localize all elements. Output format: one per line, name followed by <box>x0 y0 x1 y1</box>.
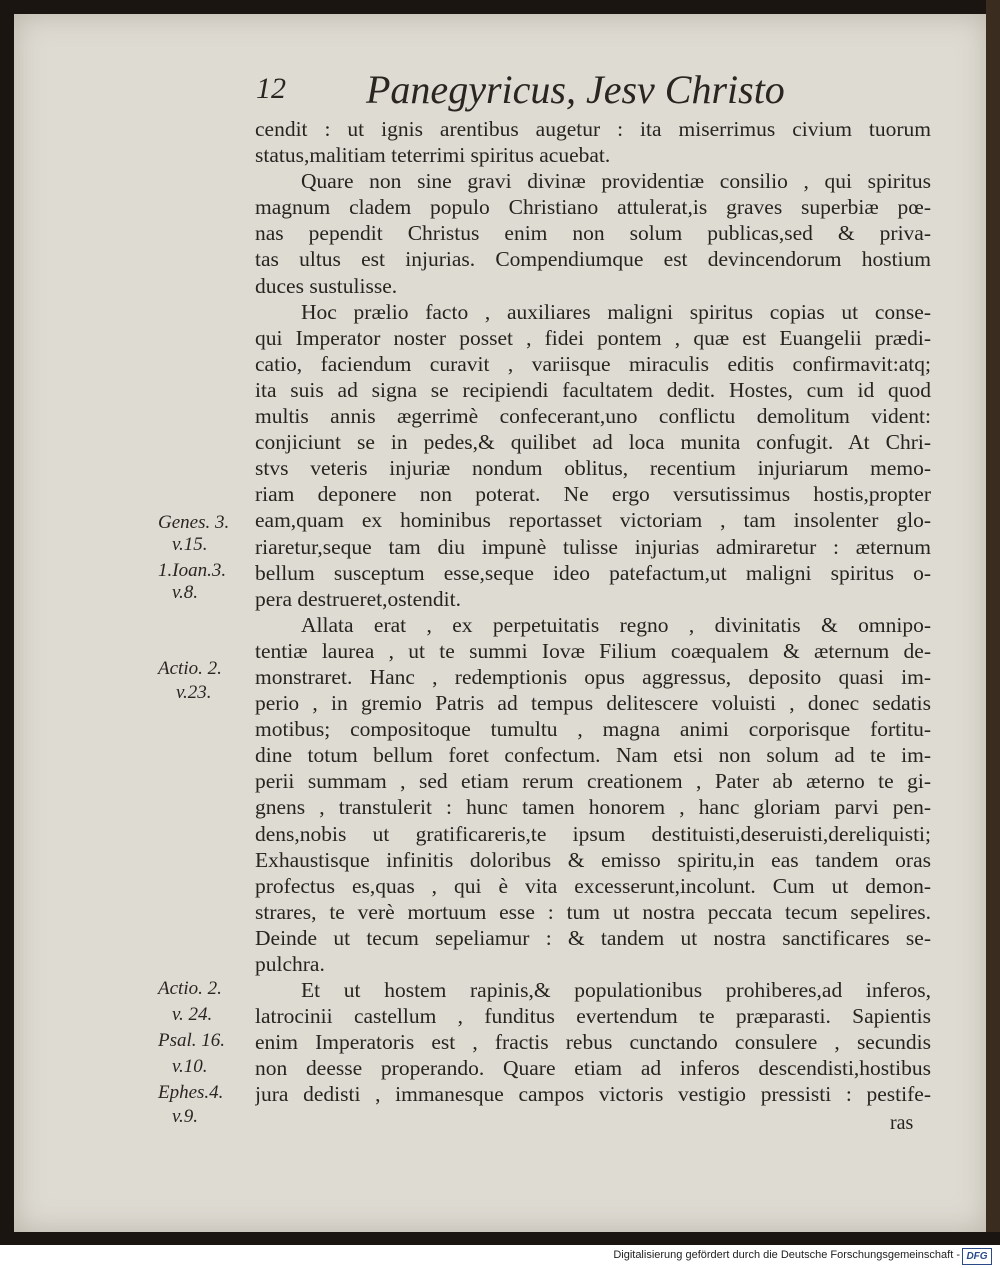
dfg-logo: DFG <box>962 1248 992 1265</box>
text-line: multis annis ægerrimè confecerant,uno conflictu demolitum vident: <box>255 404 931 429</box>
text-line: enim Imperatoris est , fractis rebus cunctando consulere , secundis <box>255 1030 931 1055</box>
book-edge <box>986 0 1000 1232</box>
margin-note: Actio. 2. <box>158 978 222 999</box>
body-text <box>255 116 931 1108</box>
text-line: Hoc prælio facto , auxiliares maligni spiritus copias ut conse- <box>301 299 931 324</box>
margin-note: Actio. 2. <box>158 658 222 679</box>
margin-note: v. 24. <box>172 1004 213 1025</box>
text-line: tentiæ laurea , ut te summi Iovæ Filium coæqualem & æternum de- <box>255 638 931 663</box>
text-line: perii summam , sed etiam rerum creationem , Pater ab æterno te gi- <box>255 769 931 794</box>
text-line: Deinde ut tecum sepeliamur : & tandem ut nostra sanctificares se- <box>255 925 931 950</box>
margin-note: v.23. <box>176 682 212 703</box>
text-line: dens,nobis ut gratificareris,te ipsum destituisti,deseruisti,dereliquisti; <box>255 821 931 846</box>
text-line: bellum susceptum esse,seque ideo patefactum,ut maligni spiritus o- <box>255 560 931 585</box>
running-title: Panegyricus, Jesv Christo <box>366 67 785 112</box>
text-line: stvs veteris injuriæ nondum oblitus, recentium injuriarum memo- <box>255 456 931 481</box>
text-line: cendit : ut ignis arentibus augetur : ita miserrimus civium tuorum <box>255 117 931 141</box>
text-line: nas pependit Christus enim non solum publicas,sed & priva- <box>255 221 931 246</box>
text-line: Exhaustisque infinitis doloribus & emisso spiritu,in eas tandem oras <box>255 847 931 872</box>
text-line: pera destrueret,ostendit. <box>255 586 461 611</box>
text-line: tas ultus est injurias. Compendiumque est devincendorum hostium <box>255 247 931 272</box>
text-line: Allata erat , ex perpetuitatis regno , divinitatis & omnipo- <box>301 612 931 637</box>
text-line: strares, te verè mortuum esse : tum ut nostra peccata tecum sepelires. <box>255 899 931 924</box>
text-line: qui Imperator noster posset , fidei pontem , quæ est Euangelii prædi- <box>255 325 931 350</box>
text-line: Et ut hostem rapinis,& populationibus prohiberes,ad inferos, <box>301 978 931 1003</box>
text-line: latrocinii castellum , funditus evertendum te præparasti. Sapientis <box>255 1004 931 1029</box>
page-header <box>240 62 820 122</box>
text-line: magnum cladem populo Christiano attulerat,is graves superbiæ pœ- <box>255 195 931 220</box>
margin-note: v.10. <box>172 1056 208 1077</box>
text-line: perio , in gremio Patris ad tempus delitescere voluisti , donec sedatis <box>255 691 931 716</box>
text-line: non deesse properando. Quare etiam ad inferos descendisti,hostibus <box>255 1056 931 1081</box>
text-line: profectus es,quas , qui è vita excesserunt,incolunt. Cum ut demon- <box>255 873 931 898</box>
margin-note: v.9. <box>172 1106 199 1127</box>
text-line: riaretur,seque tam diu impunè tulisse injurias admiraretur : æternum <box>255 534 931 559</box>
funding-credit: Digitalisierung gefördert durch die Deutsche Forschungsgemeinschaft - <box>613 1249 960 1261</box>
text-line: jura dedisti , immanesque campos victoris vestigio pressisti : pestife- <box>255 1082 931 1107</box>
text-line: pulchra. <box>255 952 325 976</box>
footer <box>0 1245 1000 1268</box>
page-number: 12 <box>256 72 286 105</box>
margin-note: v.8. <box>172 582 199 603</box>
text-line: riam deponere non poterat. Ne ergo versutissimus hostis,propter <box>255 482 931 507</box>
text-line: catio, faciendum curavit , variisque miraculis editis confirmavit:atq; <box>255 351 931 376</box>
text-line: Quare non sine gravi divinæ providentiæ consilio , qui spiritus <box>301 169 931 194</box>
text-line: duces sustulisse. <box>255 273 398 298</box>
text-line: eam,quam ex hominibus reportasset victoriam , tam insolenter glo- <box>255 508 931 533</box>
margin-note: 1.Ioan.3. <box>158 560 227 581</box>
text-line: status,malitiam teterrimi spiritus acuebat. <box>255 143 611 168</box>
text-line: monstraret. Hanc , redemptionis opus aggressus, deposito quasi im- <box>255 664 931 689</box>
margin-note: Psal. 16. <box>158 1030 226 1051</box>
catchword: ras <box>890 1112 914 1134</box>
margin-note: Ephes.4. <box>158 1082 224 1103</box>
text-line: motibus; compositoque tumultu , magna animi corporisque fortitu- <box>255 717 931 742</box>
text-line: ita suis ad signa se recipiendi facultatem dedit. Hostes, cum id quod <box>255 377 931 402</box>
text-line: dine totum bellum foret confectum. Nam etsi non solum ad te im- <box>255 743 931 768</box>
text-line: gnens , transtulerit : hunc tamen honorem , hanc gloriam parvi pen- <box>255 795 931 820</box>
margin-note: Genes. 3. <box>158 512 230 533</box>
text-line: conjiciunt se in pedes,& quilibet ad loca munita confugit. At Chri- <box>255 430 931 455</box>
margin-note: v.15. <box>172 534 208 555</box>
